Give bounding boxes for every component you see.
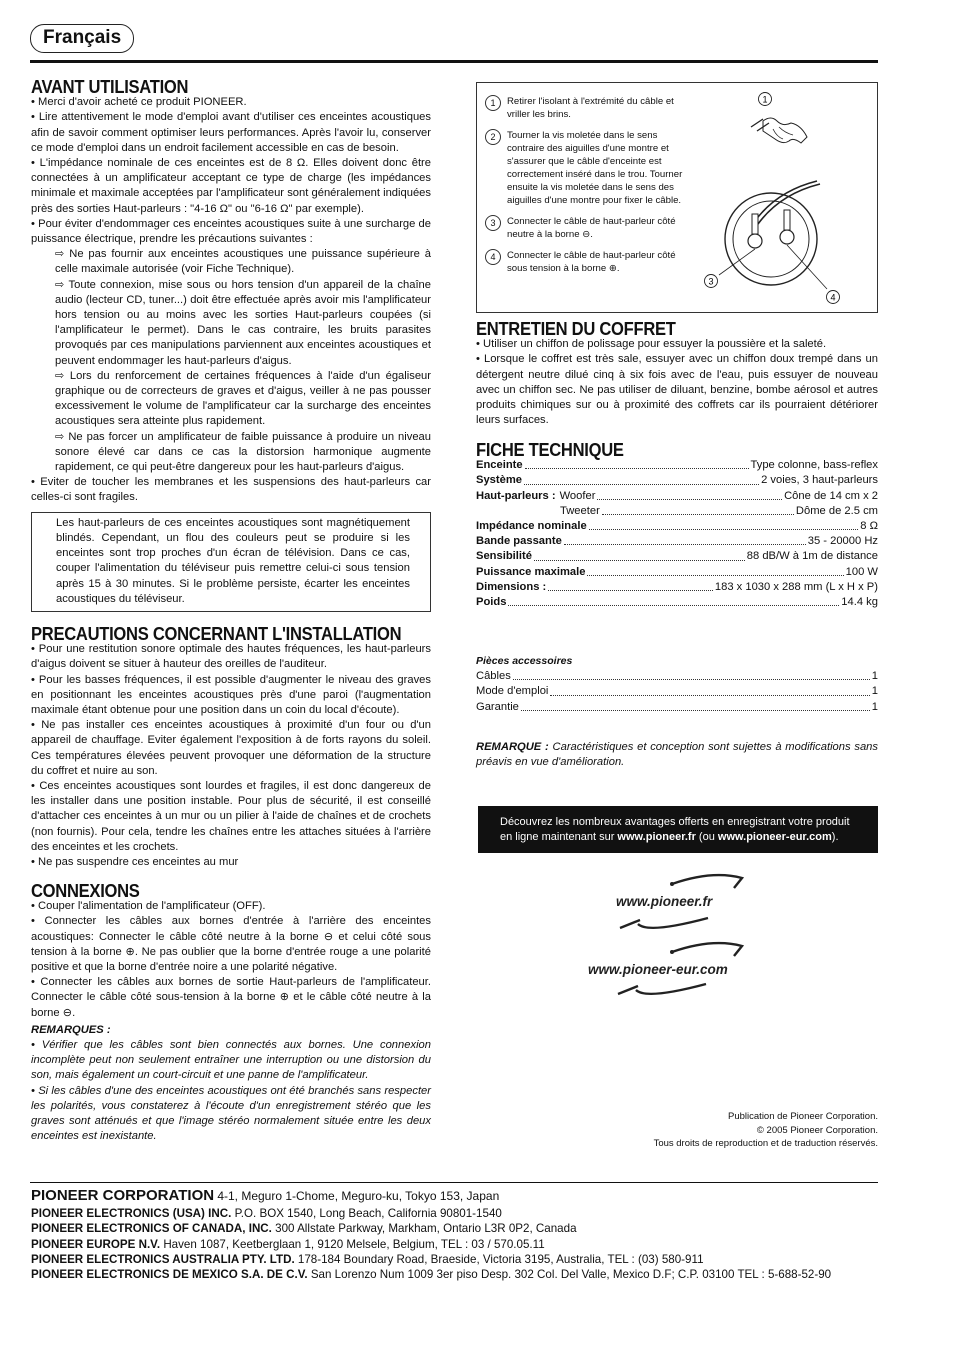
spec-key: Haut-parleurs : — [476, 489, 556, 502]
remarque-1: • Vérifier que les câbles sont bien connectés aux bornes. Une connexion incomplète peut non seulement entraîner une interruption ou une distorsion du son, mais également un court-circuit et une panne de l'amplificateur. — [31, 1039, 431, 1082]
corp-main — [31, 1188, 879, 1204]
spec-key: Enceinte — [476, 459, 523, 472]
dot-leader — [597, 489, 782, 500]
pioneer-fr-logo[interactable] — [590, 872, 760, 934]
dot-leader — [550, 684, 869, 695]
logo-text-eur: www.pioneer-eur.com — [588, 962, 728, 977]
step-4 — [485, 249, 685, 275]
spec-value: 2 voies, 3 haut-parleurs — [761, 474, 878, 487]
spec-row — [476, 549, 878, 564]
accessory-qty: 1 — [871, 700, 878, 713]
spec-list — [476, 458, 878, 610]
corp-name: PIONEER ELECTRONICS DE MEXICO S.A. DE C.V. — [31, 1268, 308, 1282]
spec-value: 8 Ω — [860, 520, 878, 533]
corporate-addresses — [31, 1188, 879, 1282]
connexions-p3: • Connecter les câbles aux bornes de sortie Haut-parleurs de l'amplificateur. Connecter le câble côté sous-tension à la borne ⊕ et le câble côté neutre à la borne ⊖. — [31, 976, 431, 1019]
publication-line-3: Tous droits de reproduction et de traduction réservés. — [653, 1138, 878, 1149]
accessory-row — [476, 669, 878, 684]
corp-line — [31, 1252, 879, 1267]
step-3-text: Connecter le câble de haut-parleur côté neutre à la borne ⊖. — [507, 216, 676, 240]
step-1-text: Retirer l'isolant à l'extrémité du câble et vriller les brins. — [507, 96, 674, 120]
magnetic-shield-notice — [31, 512, 431, 612]
connexions-title: CONNEXIONS — [31, 881, 140, 901]
banner-text-a: en ligne maintenant sur — [500, 831, 618, 843]
header-rule — [30, 60, 878, 63]
publication-line-1: Publication de Pioneer Corporation. — [728, 1111, 878, 1122]
connexions-p1: • Couper l'alimentation de l'amplificateur (OFF). — [31, 900, 266, 913]
accessory-name: Garantie — [476, 700, 519, 713]
corp-line — [31, 1221, 879, 1236]
spec-row — [476, 473, 878, 488]
spec-key: Sensibilité — [476, 550, 532, 563]
figure-label-1: 1 — [762, 94, 768, 105]
spec-row — [476, 565, 878, 580]
remarque-2: • Si les câbles d'une des enceintes acoustiques ont été branchés sans respecter les polarités, vous constaterez à l'écoute d'un enregistrement stéréo que les graves sont atténués et que l'image stéréo normalement située entre les deux enceintes est inexistante. — [31, 1084, 431, 1143]
corp-line — [31, 1267, 879, 1282]
spec-row — [476, 489, 878, 504]
dot-leader — [587, 565, 843, 576]
corp-address: 300 Allstate Parkway, Markham, Ontario L3R 0P2, Canada — [275, 1222, 577, 1236]
spec-row — [476, 595, 878, 610]
footer-rule — [30, 1182, 878, 1183]
spec-subkey: Woofer — [559, 489, 596, 502]
dot-leader — [513, 669, 870, 680]
accessory-qty: 1 — [871, 685, 878, 698]
fiche-title: FICHE TECHNIQUE — [476, 440, 624, 460]
precautions-p1: • Pour une restitution sonore optimale des hautes fréquences, les haut-parleurs d'aigus doivent se situer à hauteur des oreilles de l'auditeur. — [31, 643, 431, 671]
remarque-text: Caractéristiques et conception sont sujettes à modifications sans préavis en vue d'amélioration. — [476, 741, 878, 769]
fiche-section — [476, 440, 878, 610]
spec-row — [476, 519, 878, 534]
avant-s3: ⇨ Lors du renforcement de certaines fréquences à l'aide d'un égaliseur graphique ou de correcteurs de graves et d'aigus, veiller à ne pas pousser excessivement le volume de l'amplificateur car la surcharge des enceintes acoustiques sera atteinte plus rapidement. — [55, 369, 431, 428]
step-2 — [485, 129, 685, 207]
corp-address: San Lorenzo Num 1009 3er piso Desp. 302 Col. Del Valle, Mexico D.F; C.P. 03100 TEL : 5-688-52-90 — [310, 1268, 832, 1282]
entretien-title: ENTRETIEN DU COFFRET — [476, 319, 676, 339]
spec-subkey: Tweeter — [560, 504, 600, 517]
dot-leader — [602, 504, 794, 515]
connexions-section — [31, 881, 431, 1144]
connection-steps-box — [476, 82, 878, 313]
remarque-label: REMARQUE : — [476, 741, 549, 753]
precautions-p3: • Ne pas installer ces enceintes acoustiques à proximité d'un four ou d'un appareil de chauffage. Eviter également l'exposition à de forts rayons du soleil. Ces températures élevées peuvent provoquer une déformation de la structure du coffret et nuire au son. — [31, 719, 431, 777]
step-1 — [485, 95, 685, 121]
publication-info — [560, 1110, 878, 1151]
avant-title: AVANT UTILISATION — [31, 77, 189, 97]
dot-leader — [521, 700, 870, 711]
pioneer-eur-logo[interactable] — [586, 940, 786, 1000]
spec-key: Dimensions : — [476, 580, 547, 593]
avant-p5: • Eviter de toucher les membranes et les suspensions des haut-parleurs car celles-ci sont fragiles. — [31, 476, 431, 504]
spec-row — [476, 504, 878, 519]
notice-text: Les haut-parleurs de ces enceintes acoustiques sont magnétiquement blindés. Cependant, un flou des couleurs peut se produire si les enceintes sont trop proches d'un écran de télévision. Dans ce cas, couper l'alimentation du téléviseur puis remettre celui-ci sous tension après 15 à 30 minutes. Si le problème persiste, écarter les enceintes acoustiques du téléviseur. — [56, 516, 410, 605]
avant-p1: • Merci d'avoir acheté ce produit PIONEER. — [31, 96, 247, 109]
step-4-text: Connecter le câble de haut-parleur côté sous tension à la borne ⊕. — [507, 250, 676, 274]
avant-s2: ⇨ Toute connexion, mise sous ou hors tension d'un appareil de la chaîne audio (lecteur CD, tuner...) doit être effectuée après avoir mis l'amplificateur hors tension ou au moins avec les sorties Haut-parleurs coupées (si l'amplificateur le permet). Dans le cas contraire, les bruits parasites provoqués par ces manipulations parviennent aux enceintes acoustiques et peuvent endommager les haut-parleurs d'aigus. — [55, 278, 431, 367]
precautions-section — [31, 624, 431, 870]
accessories-list — [476, 669, 878, 715]
precautions-p4: • Ces enceintes acoustiques sont lourdes et fragiles, il est donc dangereux de les installer dans une position instable. Pour plus de sécurité, il est conseillé d'attacher ces enceintes à un mur ou un pilier à l'aide de chaînes et de crochets (non fournis). Pour cela, tendre les chaînes entre les attaches situées à l'arrière des enceintes et les crochets. — [31, 780, 431, 853]
corp-main-address: 4-1, Meguro 1-Chome, Meguro-ku, Tokyo 153, Japan — [217, 1189, 500, 1203]
precautions-p2: • Pour les basses fréquences, il est possible d'augmenter le niveau des graves en positionnant les enceintes acoustiques près d'une paroi (l'augmentation maximale étant obtenue pour une position dans un coin du local d'écoute). — [31, 673, 431, 717]
precautions-p5: • Ne pas suspendre ces enceintes au mur — [31, 856, 239, 869]
banner-link-fr[interactable]: www.pioneer.fr — [617, 831, 696, 843]
spec-value: Type colonne, bass-reflex — [750, 459, 878, 472]
spec-row — [476, 458, 878, 473]
spec-key: Poids — [476, 596, 507, 609]
step-4-number: 4 — [485, 249, 501, 265]
corp-name: PIONEER ELECTRONICS AUSTRALIA PTY. LTD. — [31, 1252, 295, 1266]
accessories-title: Pièces accessoires — [476, 655, 573, 667]
corp-address: 178-184 Boundary Road, Braeside, Victoria 3195, Australia, TEL : (03) 580-911 — [297, 1252, 704, 1266]
accessory-qty: 1 — [871, 670, 878, 683]
entretien-section — [476, 319, 878, 428]
accessory-name: Mode d'emploi — [476, 685, 549, 698]
spec-value: 14.4 kg — [841, 596, 878, 609]
figure-label-3: 3 — [708, 276, 714, 287]
dot-leader — [508, 595, 839, 606]
avant-p2: • Lire attentivement le mode d'emploi avant d'utiliser ces enceintes acoustiques afin de savoir comment optimiser leurs performances. Après l'avoir lu, conserver ce mode d'emploi dans un endroit facilement accessible en cas de besoin. — [31, 111, 431, 154]
corp-main-name: PIONEER CORPORATION — [31, 1187, 215, 1204]
steps-list — [485, 95, 685, 283]
banner-link-eur[interactable]: www.pioneer-eur.com — [717, 831, 832, 843]
step-2-text: Tourner la vis moletée dans le sens contraire des aiguilles d'une montre et s'assurer que le câble d'enceinte est correctement inséré dans le trou. Tourner ensuite la vis moletée dans le sens des aiguilles d'une montre pour fixer le câble. — [507, 130, 683, 206]
spec-value: Cône de 14 cm x 2 — [784, 489, 878, 502]
dot-leader — [564, 534, 806, 545]
avant-s4: ⇨ Ne pas forcer un amplificateur de faible puissance à produire un niveau sonore élevé car dans ce cas la distorsion harmonique augmente rapidement, ce qui peut-être dangereux pour les haut-parleurs d'aigus. — [55, 430, 431, 474]
entretien-p2: • Lorsque le coffret est très sale, essuyer avec un chiffon doux trempé dans un détergent neutre dilué cinq à six fois avec de l'eau, puis essuyer de nouveau avec un chiffon sec. Ne pas utiliser de diluant, benzine, bombe aérosol et autres produits chimiques sur ou à proximité des coffrets car ils pourraient détériorer leurs surfaces. — [476, 353, 878, 427]
avant-p4: • Pour éviter d'endommager ces enceintes acoustiques suite à une surcharge de puissance électrique, prendre les précautions suivantes : — [31, 217, 431, 246]
accessory-name: Câbles — [476, 670, 511, 683]
dot-leader — [589, 519, 859, 530]
avant-p3: • L'impédance nominale de ces enceintes est de 8 Ω. Elles doivent donc être connectées à un amplificateur acceptant ce type de charge (les impédances minimale et maximale acceptées par l'amplificateur sont généralement indiquées près des sorties Haut-parleurs : "4-16 Ω" ou "6-16 Ω" par exemple). — [31, 157, 431, 215]
banner-line-2 — [500, 830, 878, 845]
corp-name: PIONEER ELECTRONICS (USA) INC. — [31, 1207, 232, 1221]
logo-text-fr: www.pioneer.fr — [616, 894, 713, 909]
spec-value: Dôme de 2.5 cm — [795, 504, 878, 517]
step-3-number: 3 — [485, 215, 501, 231]
corp-address: P.O. BOX 1540, Long Beach, California 90801-1540 — [234, 1207, 502, 1221]
avant-section — [31, 77, 431, 612]
dot-leader — [548, 580, 713, 591]
accessory-row — [476, 700, 878, 715]
banner-text-c: ). — [831, 831, 839, 843]
spec-key: Puissance maximale — [476, 565, 586, 578]
corp-address: Haven 1087, Keetberglaan 1, 9120 Melsele, Belgium, TEL : 03 / 570.05.11 — [163, 1237, 545, 1251]
speaker-terminal-illustration — [699, 89, 871, 307]
spec-row — [476, 580, 878, 595]
accessories-section — [476, 654, 878, 715]
entretien-p1: • Utiliser un chiffon de polissage pour essuyer la poussière et la saleté. — [476, 338, 827, 351]
avant-s1: ⇨ Ne pas fournir aux enceintes acoustiques une puissance supérieure à celle maximale autorisée (voir Fiche Technique). — [55, 248, 431, 276]
accessory-row — [476, 684, 878, 699]
spec-key: Système — [476, 474, 523, 487]
corp-line — [31, 1206, 879, 1221]
language-tab: Français — [30, 24, 134, 53]
step-2-number: 2 — [485, 129, 501, 145]
spec-row — [476, 534, 878, 549]
corp-line — [31, 1237, 879, 1252]
connexions-p2: • Connecter les câbles aux bornes d'entrée à l'arrière des enceintes acoustiques: Connecter le câble côté neutre à la borne ⊖ et celui côté sous tension à la borne ⊕. Ne pas oublier que la borne d'entrée rouge a une polarité positive et que la borne d'entrée noire a une polarité négative. — [31, 915, 431, 974]
precautions-title: PRECAUTIONS CONCERNANT L'INSTALLATION — [31, 624, 402, 644]
banner-text-b: (ou — [695, 831, 718, 843]
spec-value: 35 - 20000 Hz — [807, 535, 878, 548]
banner-line-1: Découvrez les nombreux avantages offerts en enregistrant votre produit — [500, 816, 850, 828]
spec-value: 88 dB/W à 1m de distance — [746, 550, 878, 563]
corp-lines — [31, 1206, 879, 1282]
publication-line-2: © 2005 Pioneer Corporation. — [756, 1124, 878, 1136]
spec-key: Impédance nominale — [476, 520, 587, 533]
spec-key: Bande passante — [476, 535, 562, 548]
remarques-title: REMARQUES : — [31, 1023, 111, 1036]
spec-value: 100 W — [845, 565, 878, 578]
step-1-number: 1 — [485, 95, 501, 111]
step-3 — [485, 215, 685, 241]
corp-name: PIONEER ELECTRONICS OF CANADA, INC. — [31, 1222, 272, 1236]
registration-banner — [478, 806, 878, 853]
figure-label-4: 4 — [830, 292, 836, 303]
spec-value: 183 x 1030 x 288 mm (L x H x P) — [714, 580, 878, 593]
dot-leader — [534, 549, 745, 560]
dot-leader — [524, 473, 759, 484]
fiche-remarque — [476, 740, 878, 770]
corp-name: PIONEER EUROPE N.V. — [31, 1237, 161, 1251]
